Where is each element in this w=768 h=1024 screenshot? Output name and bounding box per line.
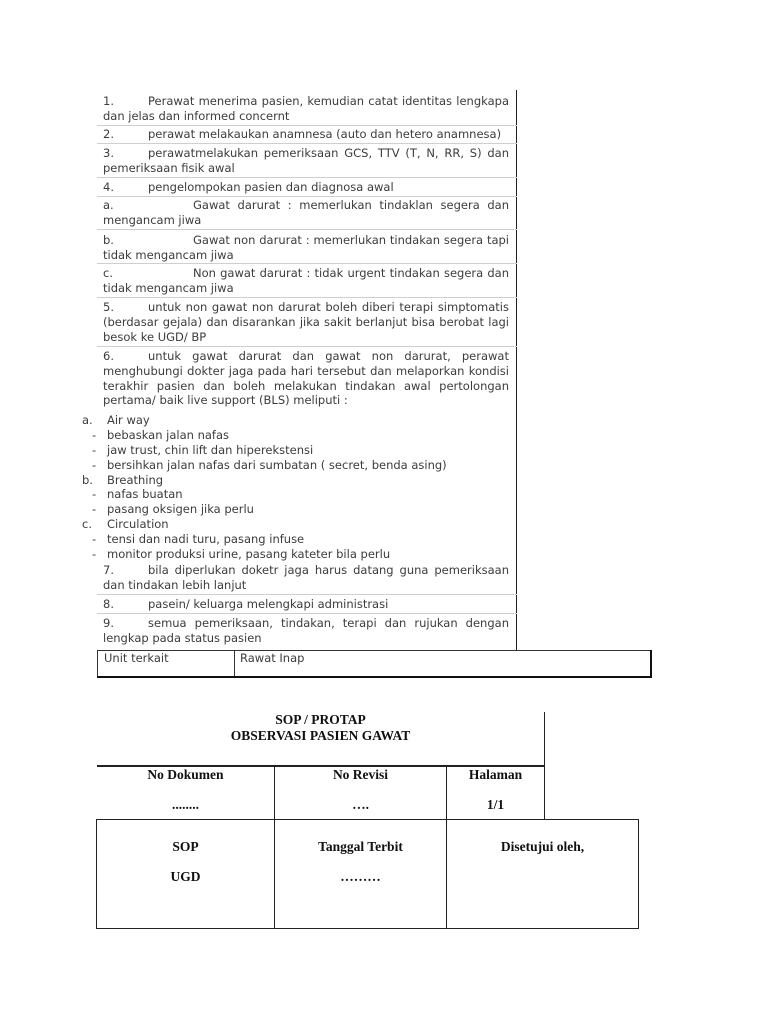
list-item: - bersihkan jalan nafas dari sumbatan ( secret, benda asing) xyxy=(92,457,447,472)
step-6: 6. untuk gawat darurat dan gawat non darurat, perawat menghubungi dokter jaga pada hari tersebut dan melaporkan kondisi terakhir pasien dan boleh melakukan tindakan awal pertolongan pertama/ baik live support (BLS) meliputi : xyxy=(103,349,509,408)
step-1: 1. Perawat menerima pasien, kemudian catat identitas lengkapa dan jelas dan informed concernt xyxy=(103,94,509,123)
tanggal-terbit-value: ……… xyxy=(340,869,381,884)
halaman-value: 1/1 xyxy=(486,797,505,812)
unit-terkait-row xyxy=(97,650,651,677)
no-revisi-label: No Revisi xyxy=(332,767,389,782)
divider xyxy=(97,125,517,126)
sop-label: SOP xyxy=(172,839,199,854)
step-2: 2. perawat melakaukan anamnesa (auto dan hetero anamnesa) xyxy=(103,127,502,141)
document-title: SOP / PROTAP xyxy=(275,712,366,727)
list-item: - monitor produksi urine, pasang kateter bila perlu xyxy=(92,547,391,562)
step-4a: a. Gawat darurat : memerlukan tindaklan segera dan mengancam jiwa xyxy=(103,198,509,227)
step-9: 9. semua pemeriksaan, tindakan, terapi dan rujukan dengan lengkap pada status pasien xyxy=(103,616,509,645)
divider xyxy=(97,229,517,230)
divider xyxy=(97,297,517,298)
divider xyxy=(97,196,517,197)
list-item: c. Circulation xyxy=(82,517,169,532)
step-7: 7. bila diperlukan doketr jaga harus datang guna pemeriksaan dan tindakan lebih lanjut xyxy=(103,563,509,592)
list-item: - tensi dan nadi turu, pasang infuse xyxy=(92,532,305,547)
list-item: - jaw trust, chin lift dan hiperekstensi xyxy=(92,442,314,457)
divider xyxy=(97,177,517,178)
step-8: 8. pasein/ keluarga melengkapi administrasi xyxy=(103,597,389,611)
no-revisi-value: …. xyxy=(352,797,369,812)
procedure-right-border xyxy=(516,90,517,650)
step-4b: b. Gawat non darurat : memerlukan tindakan segera tapi tidak mengancam jiwa xyxy=(103,233,509,262)
divider xyxy=(97,594,517,595)
list-item: a. Air way xyxy=(82,413,150,427)
unit-terkait-label: Unit terkait xyxy=(104,651,169,665)
divider xyxy=(97,263,517,264)
divider xyxy=(97,143,517,144)
list-item: b. Breathing xyxy=(82,472,164,487)
step-4c: c. Non gawat darurat : tidak urgent tindakan segera dan tidak mengancam jiwa xyxy=(103,266,509,295)
step-3: 3. perawatmelakukan pemeriksaan GCS, TTV (T, N, RR, S) dan pemeriksaan fisik awal xyxy=(103,146,509,175)
disetujui-label: Disetujui oleh, xyxy=(500,839,585,854)
document-subtitle: OBSERVASI PASIEN GAWAT xyxy=(230,728,411,743)
bls-list xyxy=(82,413,502,562)
list-item: - bebaskan jalan nafas xyxy=(92,427,230,442)
list-item: - pasang oksigen jika perlu xyxy=(92,502,254,517)
halaman-label: Halaman xyxy=(468,767,523,782)
divider xyxy=(97,346,517,347)
list-item: - nafas buatan xyxy=(92,487,183,502)
step-5: 5. untuk non gawat non darurat boleh diberi terapi simptomatis (berdasar gejala) dan disarankan jika sakit berlanjut bisa berobat lagi besok ke UGD/ BP xyxy=(103,300,509,344)
no-dokumen-value: ........ xyxy=(172,797,199,812)
step-4: 4. pengelompokan pasien dan diagnosa awal xyxy=(103,180,394,194)
tanggal-terbit-label: Tanggal Terbit xyxy=(318,839,403,854)
unit-terkait-value: Rawat Inap xyxy=(240,651,305,665)
sop-unit: UGD xyxy=(170,869,201,884)
divider xyxy=(97,613,517,614)
no-dokumen-label: No Dokumen xyxy=(147,767,224,782)
